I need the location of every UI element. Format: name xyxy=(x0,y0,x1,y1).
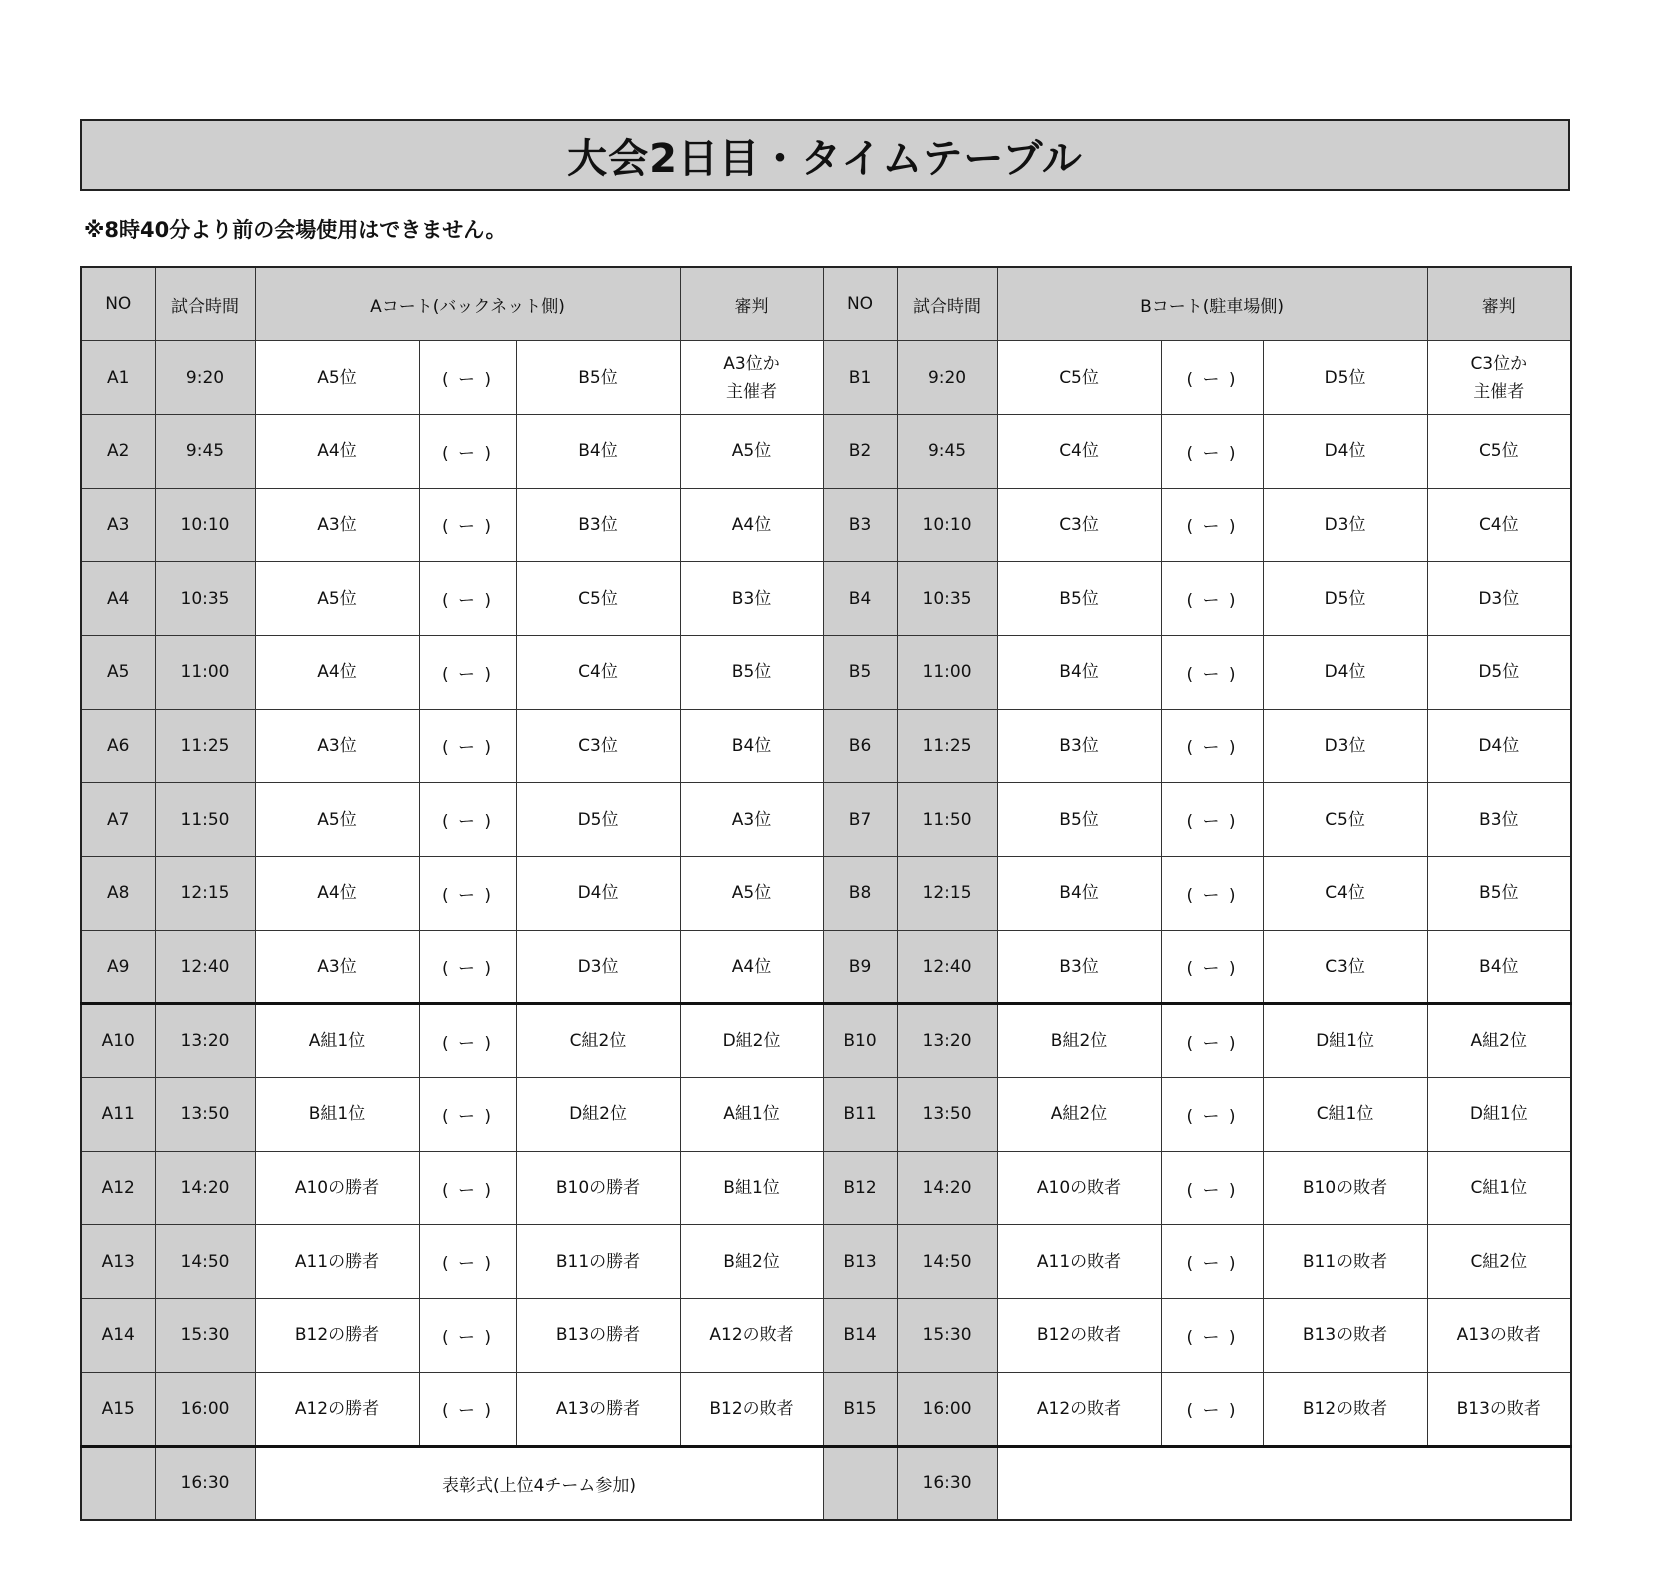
table-row xyxy=(81,414,1571,488)
referee-a: B12の敗者 xyxy=(680,1372,823,1446)
team-a-away: C5位 xyxy=(516,562,680,636)
referee-a: D組2位 xyxy=(680,1004,823,1078)
referee-b: D4位 xyxy=(1427,709,1571,783)
score-b: ( ー ) xyxy=(1161,783,1263,857)
match-time-b: 13:50 xyxy=(897,1078,997,1152)
match-no-a: A9 xyxy=(81,930,155,1004)
score-b: ( ー ) xyxy=(1161,1225,1263,1299)
score-a: ( ー ) xyxy=(419,709,516,783)
match-no-b: B9 xyxy=(823,930,897,1004)
score-a: ( ー ) xyxy=(419,1151,516,1225)
score-a: ( ー ) xyxy=(419,488,516,562)
team-b-home: A12の敗者 xyxy=(997,1372,1161,1446)
team-a-away: B4位 xyxy=(516,414,680,488)
table-row xyxy=(81,1078,1571,1152)
referee-b: C3位か 主催者 xyxy=(1427,341,1571,415)
ceremony-no-b xyxy=(823,1446,897,1520)
team-a-away: D組2位 xyxy=(516,1078,680,1152)
team-a-away: B5位 xyxy=(516,341,680,415)
score-a: ( ー ) xyxy=(419,857,516,931)
team-b-home: C3位 xyxy=(997,488,1161,562)
referee-b: B3位 xyxy=(1427,783,1571,857)
match-no-b: B12 xyxy=(823,1151,897,1225)
match-time-a: 15:30 xyxy=(155,1299,255,1373)
table-row xyxy=(81,1372,1571,1446)
match-no-b: B8 xyxy=(823,857,897,931)
team-b-away: C4位 xyxy=(1263,857,1427,931)
match-no-b: B13 xyxy=(823,1225,897,1299)
match-no-b: B14 xyxy=(823,1299,897,1373)
match-time-a: 13:50 xyxy=(155,1078,255,1152)
ceremony-empty-b xyxy=(997,1446,1571,1520)
match-no-a: A11 xyxy=(81,1078,155,1152)
referee-b: C組2位 xyxy=(1427,1225,1571,1299)
team-b-home: A組2位 xyxy=(997,1078,1161,1152)
score-b: ( ー ) xyxy=(1161,1004,1263,1078)
team-a-home: A3位 xyxy=(255,709,419,783)
score-b: ( ー ) xyxy=(1161,709,1263,783)
match-no-a: A6 xyxy=(81,709,155,783)
team-a-home: A5位 xyxy=(255,341,419,415)
team-b-away: C5位 xyxy=(1263,783,1427,857)
score-a: ( ー ) xyxy=(419,1225,516,1299)
referee-a: B3位 xyxy=(680,562,823,636)
match-time-a: 11:25 xyxy=(155,709,255,783)
team-a-away: B3位 xyxy=(516,488,680,562)
referee-a: A3位か 主催者 xyxy=(680,341,823,415)
timetable xyxy=(80,266,1572,1521)
team-a-home: A組1位 xyxy=(255,1004,419,1078)
match-time-b: 11:25 xyxy=(897,709,997,783)
match-time-b: 12:40 xyxy=(897,930,997,1004)
referee-b: D3位 xyxy=(1427,562,1571,636)
header-time-a: 試合時間 xyxy=(155,267,255,341)
team-a-home: A4位 xyxy=(255,857,419,931)
table-row xyxy=(81,1225,1571,1299)
match-no-a: A10 xyxy=(81,1004,155,1078)
score-a: ( ー ) xyxy=(419,1299,516,1373)
score-b: ( ー ) xyxy=(1161,488,1263,562)
team-a-home: B12の勝者 xyxy=(255,1299,419,1373)
header-no-b: NO xyxy=(823,267,897,341)
match-no-a: A8 xyxy=(81,857,155,931)
referee-b: C組1位 xyxy=(1427,1151,1571,1225)
header-court-b: Bコート(駐車場側) xyxy=(997,267,1427,341)
table-row xyxy=(81,1151,1571,1225)
referee-a: A4位 xyxy=(680,930,823,1004)
team-b-home: B5位 xyxy=(997,783,1161,857)
match-no-a: A5 xyxy=(81,635,155,709)
score-b: ( ー ) xyxy=(1161,1151,1263,1225)
match-time-b: 9:20 xyxy=(897,341,997,415)
score-b: ( ー ) xyxy=(1161,1372,1263,1446)
score-a: ( ー ) xyxy=(419,562,516,636)
match-no-b: B2 xyxy=(823,414,897,488)
header-court-a: Aコート(バックネット側) xyxy=(255,267,680,341)
match-no-b: B4 xyxy=(823,562,897,636)
table-row xyxy=(81,709,1571,783)
score-b: ( ー ) xyxy=(1161,562,1263,636)
table-row xyxy=(81,930,1571,1004)
team-a-home: A4位 xyxy=(255,414,419,488)
match-time-a: 9:45 xyxy=(155,414,255,488)
score-a: ( ー ) xyxy=(419,1372,516,1446)
ceremony-no-a xyxy=(81,1446,155,1520)
team-a-home: A10の勝者 xyxy=(255,1151,419,1225)
match-no-a: A3 xyxy=(81,488,155,562)
team-a-home: A12の勝者 xyxy=(255,1372,419,1446)
match-no-b: B5 xyxy=(823,635,897,709)
referee-a: A5位 xyxy=(680,414,823,488)
team-b-away: D5位 xyxy=(1263,341,1427,415)
referee-a: A5位 xyxy=(680,857,823,931)
page-title: 大会2日目・タイムテーブル xyxy=(567,135,1083,182)
match-time-a: 10:10 xyxy=(155,488,255,562)
match-time-b: 13:20 xyxy=(897,1004,997,1078)
team-a-home: A5位 xyxy=(255,562,419,636)
team-a-away: C3位 xyxy=(516,709,680,783)
match-no-a: A14 xyxy=(81,1299,155,1373)
score-a: ( ー ) xyxy=(419,1004,516,1078)
team-b-away: B10の敗者 xyxy=(1263,1151,1427,1225)
team-b-away: C組1位 xyxy=(1263,1078,1427,1152)
team-a-away: D4位 xyxy=(516,857,680,931)
table-row xyxy=(81,562,1571,636)
referee-a: B4位 xyxy=(680,709,823,783)
usage-note: ※8時40分より前の会場使用はできません。 xyxy=(84,218,507,242)
team-a-home: A3位 xyxy=(255,488,419,562)
match-no-a: A4 xyxy=(81,562,155,636)
team-b-home: B4位 xyxy=(997,635,1161,709)
team-a-away: D5位 xyxy=(516,783,680,857)
match-time-b: 15:30 xyxy=(897,1299,997,1373)
team-b-home: C5位 xyxy=(997,341,1161,415)
match-time-b: 10:10 xyxy=(897,488,997,562)
team-a-away: C組2位 xyxy=(516,1004,680,1078)
match-no-b: B15 xyxy=(823,1372,897,1446)
ceremony-time-b: 16:30 xyxy=(897,1446,997,1520)
match-time-a: 9:20 xyxy=(155,341,255,415)
match-time-a: 14:50 xyxy=(155,1225,255,1299)
team-b-home: A11の敗者 xyxy=(997,1225,1161,1299)
table-row xyxy=(81,341,1571,415)
team-b-home: B3位 xyxy=(997,930,1161,1004)
match-time-b: 11:00 xyxy=(897,635,997,709)
team-b-away: B12の敗者 xyxy=(1263,1372,1427,1446)
score-b: ( ー ) xyxy=(1161,930,1263,1004)
referee-a: B組1位 xyxy=(680,1151,823,1225)
match-time-a: 13:20 xyxy=(155,1004,255,1078)
match-no-a: A13 xyxy=(81,1225,155,1299)
timetable-body xyxy=(81,267,1571,1520)
team-b-away: B11の敗者 xyxy=(1263,1225,1427,1299)
score-b: ( ー ) xyxy=(1161,414,1263,488)
header-time-b: 試合時間 xyxy=(897,267,997,341)
match-time-a: 16:00 xyxy=(155,1372,255,1446)
score-a: ( ー ) xyxy=(419,930,516,1004)
team-b-away: D3位 xyxy=(1263,488,1427,562)
match-time-a: 11:00 xyxy=(155,635,255,709)
team-a-away: B11の勝者 xyxy=(516,1225,680,1299)
header-referee-a: 審判 xyxy=(680,267,823,341)
score-a: ( ー ) xyxy=(419,783,516,857)
referee-a: B組2位 xyxy=(680,1225,823,1299)
team-a-home: A4位 xyxy=(255,635,419,709)
team-b-away: D組1位 xyxy=(1263,1004,1427,1078)
team-b-away: D4位 xyxy=(1263,635,1427,709)
match-no-a: A15 xyxy=(81,1372,155,1446)
team-b-away: B13の敗者 xyxy=(1263,1299,1427,1373)
match-time-b: 16:00 xyxy=(897,1372,997,1446)
table-row xyxy=(81,857,1571,931)
referee-b: B5位 xyxy=(1427,857,1571,931)
team-b-away: D3位 xyxy=(1263,709,1427,783)
match-no-b: B10 xyxy=(823,1004,897,1078)
match-time-a: 12:15 xyxy=(155,857,255,931)
match-no-b: B6 xyxy=(823,709,897,783)
referee-b: B4位 xyxy=(1427,930,1571,1004)
table-row xyxy=(81,488,1571,562)
referee-b: C5位 xyxy=(1427,414,1571,488)
match-time-a: 11:50 xyxy=(155,783,255,857)
table-row xyxy=(81,1004,1571,1078)
match-time-b: 14:50 xyxy=(897,1225,997,1299)
score-a: ( ー ) xyxy=(419,635,516,709)
team-b-home: B12の敗者 xyxy=(997,1299,1161,1373)
referee-b: B13の敗者 xyxy=(1427,1372,1571,1446)
table-row xyxy=(81,635,1571,709)
match-no-b: B7 xyxy=(823,783,897,857)
team-b-home: C4位 xyxy=(997,414,1161,488)
score-a: ( ー ) xyxy=(419,1078,516,1152)
team-a-home: A3位 xyxy=(255,930,419,1004)
team-b-home: B4位 xyxy=(997,857,1161,931)
match-time-a: 12:40 xyxy=(155,930,255,1004)
match-time-b: 12:15 xyxy=(897,857,997,931)
table-row xyxy=(81,783,1571,857)
match-time-a: 10:35 xyxy=(155,562,255,636)
team-b-home: B組2位 xyxy=(997,1004,1161,1078)
referee-b: D組1位 xyxy=(1427,1078,1571,1152)
match-no-a: A12 xyxy=(81,1151,155,1225)
match-no-b: B3 xyxy=(823,488,897,562)
match-no-b: B11 xyxy=(823,1078,897,1152)
header-no-a: NO xyxy=(81,267,155,341)
match-no-a: A2 xyxy=(81,414,155,488)
team-b-away: C3位 xyxy=(1263,930,1427,1004)
ceremony-time-a: 16:30 xyxy=(155,1446,255,1520)
team-a-away: B13の勝者 xyxy=(516,1299,680,1373)
team-b-away: D4位 xyxy=(1263,414,1427,488)
referee-a: A組1位 xyxy=(680,1078,823,1152)
team-b-home: A10の敗者 xyxy=(997,1151,1161,1225)
referee-a: A12の敗者 xyxy=(680,1299,823,1373)
score-b: ( ー ) xyxy=(1161,635,1263,709)
header-row xyxy=(81,267,1571,341)
team-a-away: C4位 xyxy=(516,635,680,709)
referee-b: C4位 xyxy=(1427,488,1571,562)
match-no-a: A7 xyxy=(81,783,155,857)
match-time-b: 11:50 xyxy=(897,783,997,857)
team-a-away: D3位 xyxy=(516,930,680,1004)
referee-b: A13の敗者 xyxy=(1427,1299,1571,1373)
team-b-home: B5位 xyxy=(997,562,1161,636)
team-a-away: A13の勝者 xyxy=(516,1372,680,1446)
match-time-b: 9:45 xyxy=(897,414,997,488)
score-a: ( ー ) xyxy=(419,341,516,415)
page-title-banner xyxy=(80,119,1570,191)
referee-b: D5位 xyxy=(1427,635,1571,709)
ceremony-label: 表彰式(上位4チーム参加) xyxy=(255,1446,823,1520)
match-time-b: 10:35 xyxy=(897,562,997,636)
score-a: ( ー ) xyxy=(419,414,516,488)
referee-a: A4位 xyxy=(680,488,823,562)
team-a-home: B組1位 xyxy=(255,1078,419,1152)
referee-b: A組2位 xyxy=(1427,1004,1571,1078)
match-no-b: B1 xyxy=(823,341,897,415)
team-b-away: D5位 xyxy=(1263,562,1427,636)
match-time-a: 14:20 xyxy=(155,1151,255,1225)
match-time-b: 14:20 xyxy=(897,1151,997,1225)
match-no-a: A1 xyxy=(81,341,155,415)
table-row xyxy=(81,1299,1571,1373)
team-a-away: B10の勝者 xyxy=(516,1151,680,1225)
score-b: ( ー ) xyxy=(1161,1078,1263,1152)
ceremony-row xyxy=(81,1446,1571,1520)
score-b: ( ー ) xyxy=(1161,857,1263,931)
score-b: ( ー ) xyxy=(1161,1299,1263,1373)
team-a-home: A5位 xyxy=(255,783,419,857)
score-b: ( ー ) xyxy=(1161,341,1263,415)
team-b-home: B3位 xyxy=(997,709,1161,783)
referee-a: A3位 xyxy=(680,783,823,857)
header-referee-b: 審判 xyxy=(1427,267,1571,341)
team-a-home: A11の勝者 xyxy=(255,1225,419,1299)
referee-a: B5位 xyxy=(680,635,823,709)
